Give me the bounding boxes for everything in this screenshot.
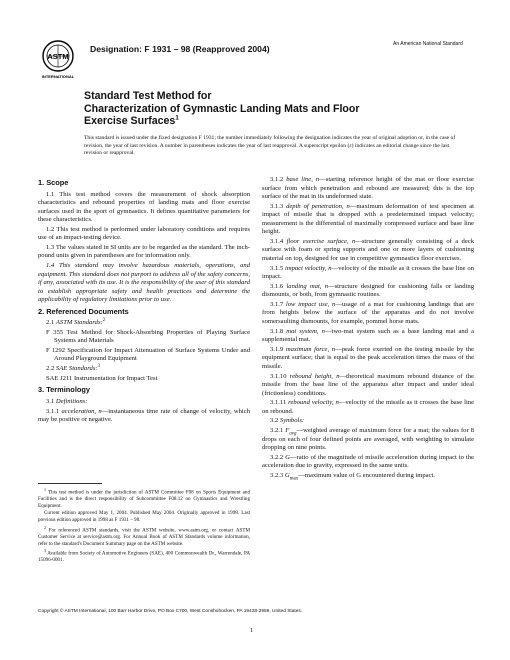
definition-depth-of-penetration: [262, 203, 474, 237]
title-line-3: [84, 115, 464, 128]
definition-term: floor exercise surface, n: [286, 237, 356, 245]
definition-text: —peak force exerted on the testing missile by the equipment surface; that is equal to the peak acceleration times the mass of the missile.: [262, 345, 474, 370]
definition-text: —two-mat system such as a base landing mat and a supplemental mat.: [262, 327, 474, 344]
definition-term: low impact use, n: [285, 300, 336, 308]
subsection-label: Definitions:: [55, 397, 88, 405]
logo-text: ASTM: [47, 52, 69, 61]
symbol-g: [262, 454, 474, 471]
definition-maximum-force: [262, 346, 474, 372]
footnote-mark: 2: [44, 524, 46, 530]
paragraph-1-2: 1.2 This test method is performed under laboratory conditions and requires use of an impact-testing device.: [38, 225, 250, 242]
symbol-definition: —ratio of the magnitude of missile acceleration during impact to the acceleration due to gravity, expressed in the same units.: [262, 453, 474, 470]
title-line-1: Standard Test Method for: [84, 90, 212, 102]
definition-number: 3.1.4: [270, 237, 284, 245]
definition-number: 3.1.6: [270, 282, 284, 290]
definition-mat-system: [262, 328, 474, 345]
subsection-number: 3.1: [46, 397, 55, 405]
paragraph-1-1: 1.1 This test method covers the measurement of shock absorption characteristics and rebound properties of landing mats and floor exercise surfaces used in the sport of gymnastics. It defines quantitative parameters for these characteristics.: [38, 190, 250, 223]
symbol-number: 3.2.2: [270, 453, 284, 461]
symbol: F: [285, 427, 290, 435]
designation: Designation: F 1931 – 98 (Reapproved 2004): [90, 44, 270, 54]
symbol: G: [284, 471, 290, 479]
definition-number: 3.1.11: [270, 399, 287, 407]
subsection-2-2: [38, 365, 250, 374]
footnote-mark: 2: [102, 317, 106, 323]
subsection-number: 2.2: [46, 365, 55, 373]
definition-number: 3.1.1: [46, 407, 60, 415]
footnote-text: For referenced ASTM standards, visit the ASTM website, www.astm.org, or contact ASTM Customer Service at service@astm.org. For Annual Book of ASTM Standards volume information, refer to the standard's Document Summary page on the ASTM website.: [38, 527, 250, 547]
definition-number: 3.1.2: [270, 176, 284, 183]
reference-f355: F 355 Test Method for Shock-Absorbing Properties of Playing Surface Systems and Materials: [46, 328, 250, 345]
definition-term: mat system, n: [286, 327, 325, 335]
section-heading-terminology: 3. Terminology: [38, 385, 91, 395]
definition-rebound-height: [262, 373, 474, 399]
definition-term: impact velocity, n: [284, 264, 332, 272]
definition-low-impact-use: [262, 301, 474, 327]
title-footnote-mark: 1: [175, 114, 179, 122]
definition-number: 3.1.5: [270, 264, 284, 272]
subsection-3-2: [262, 417, 474, 426]
title-line-2: Characterization of Gymnastic Landing Mats and Floor: [84, 102, 360, 115]
symbol-f-avg: [262, 427, 474, 453]
subsection-number: 3.2: [270, 417, 279, 425]
footnote-3: [38, 548, 250, 564]
reference-f1292: F 1292 Specification for Impact Attenuation of Surface Systems Under and Around Playground Equipment: [46, 346, 250, 363]
symbol-definition: —weighted average of maximum force for a mat; the values for 8 drops on each of four defined points are averaged, with weighting to simulate dropping on nine points.: [262, 427, 474, 452]
definition-landing-mat: [262, 283, 474, 300]
subsection-label: ASTM Standards:: [55, 319, 103, 327]
definition-impact-velocity: [262, 265, 474, 282]
definition-acceleration: [38, 408, 250, 425]
paragraph-1-3: 1.3 The values stated in SI units are to be regarded as the standard. The inch-pound units given in parentheses are for information only.: [38, 243, 250, 260]
footnote-1b: Current edition approved May 1, 2004. Published May 2004. Originally approved in 1998. Last previous edition approved in 1998 as F 1931 – 98.: [38, 510, 250, 524]
definition-rebound-velocity: [262, 399, 474, 416]
footnote-text: Available from Society of Automotive Engineers (SAE), 400 Commonwealth Dr., Warrendale, PA 15096-0001.: [38, 550, 250, 564]
left-column: [38, 176, 250, 426]
definition-term: maximum force, n: [285, 345, 336, 353]
section-heading-referenced: 2. Referenced Documents: [38, 306, 129, 316]
footnote-mark: 3: [44, 548, 46, 554]
copyright-line: Copyright © ASTM International, 100 Barr Harbor Drive, PO Box C700, West Conshohocken, PA 19428-2959, United States.: [38, 609, 303, 614]
definition-term: depth of penetration, n: [286, 202, 350, 210]
footnote-2: [38, 525, 250, 547]
paragraph-1-4: 1.4 This standard may involve hazardous materials, operations, and equipment. This standard does not purport to address all of the safety concerns, if any, associated with its use. It is the responsibility of the user of this standard to establish appropriate safety and health practices and determine the applicability of regulatory limitations prior to use.: [38, 262, 250, 304]
definition-text: —structure designed for cushioning falls or landing dismounts, or both, from gymnastic routines.: [262, 282, 474, 299]
symbol-number: 3.2.1: [270, 427, 284, 435]
national-standard-label: An American National Standard: [393, 41, 463, 47]
issuance-notice: This standard is issued under the fixed designation F 1931; the number immediately following the designation indicates the year of original adoption or, in the case of revision, the year of last revision. A number in parentheses indicates the year of last reapproval. A superscript epsilon (ε) indicates an editorial change since the last revision or reapproval.: [84, 135, 456, 157]
symbol-subscript: avg: [289, 431, 297, 437]
definition-term: landing mat, n: [286, 282, 328, 290]
definition-text: —starting reference height of the mat or floor exercise surface from which penetration and rebound are measured; this is the top surface of the mat in its undeformed state.: [262, 176, 474, 200]
footnote-text: This test method is under the jurisdiction of ASTM Committee F08 on Sports Equipment and Facilities and is the direct responsibility of Subcommittee F08.12 on Gymnastics and Wrestling Equipment.: [38, 489, 250, 509]
definition-term: base line, n: [286, 176, 320, 183]
definition-base-line: [262, 176, 474, 202]
symbol-g-max: [262, 472, 474, 481]
definition-text: —structure generally consisting of a deck surface with foam or spring supports and one or more layers of cushioning material on top, designed for use in competitive gymnastics floor exercises.: [262, 237, 474, 262]
definition-term: rebound velocity, n: [288, 399, 339, 407]
definition-number: 3.1.10: [270, 372, 287, 380]
footnote-divider: [38, 483, 102, 484]
definition-text: —maximum deformation of test specimen at impact of missile that is dropped with a predetermined impact velocity; measurement is the differential of maximally compressed surface and base line height.: [262, 202, 474, 236]
symbol: G: [285, 453, 290, 461]
footnote-mark: 1: [44, 487, 46, 492]
section-heading-scope: 1. Scope: [38, 178, 69, 187]
definition-text: —velocity of the missile as it crosses the base line on rebound.: [262, 399, 475, 415]
document-title: [84, 90, 464, 128]
footnote-1: [38, 487, 250, 509]
definition-number: 3.1.9: [270, 345, 284, 353]
astm-logo-icon: [38, 38, 78, 80]
symbol-number: 3.2.3: [270, 471, 284, 479]
definition-term: rebound height, n: [289, 372, 340, 380]
definition-term: acceleration, n: [61, 407, 102, 415]
page-number: 1: [250, 627, 254, 634]
definition-text: —theoretical maximum rebound distance of the missile from the base line of the apparatus after impact and under ideal (frictionless) conditions.: [262, 372, 474, 397]
definition-floor-exercise-surface: [262, 238, 474, 264]
footnote-mark: 3: [97, 363, 101, 369]
definition-text: —velocity of the missile as it crosses the base line on impact.: [262, 264, 474, 281]
footnotes: [38, 487, 250, 565]
logo-subtext: INTERNATIONAL: [41, 74, 75, 79]
subsection-label: Symbols:: [279, 417, 305, 425]
symbol-definition: —maximum value of G encountered during impact.: [298, 471, 436, 479]
definition-number: 3.1.8: [270, 327, 284, 335]
subsection-label: SAE Standards:: [55, 365, 98, 373]
subsection-3-1: [38, 398, 250, 407]
definition-number: 3.1.3: [270, 202, 284, 210]
title-line-3-text: Exercise Surfaces: [84, 115, 176, 127]
reference-sae-j211: SAE J211 Instrumentation for Impact Test: [46, 374, 158, 382]
definition-text: —instantaneous time rate of change of velocity, which may be positive or negative.: [38, 407, 250, 423]
subsection-2-1: [38, 319, 250, 328]
definition-number: 3.1.7: [270, 300, 284, 308]
subsection-number: 2.1: [46, 319, 55, 327]
definition-text: —usage of a mat for cushioning landings that are from heights below the surface of the apparatus and do not involve somersaulting dismounts, for example, pommel horse mats.: [262, 300, 474, 325]
symbol-subscript: max: [289, 476, 299, 482]
right-column: [262, 176, 474, 482]
